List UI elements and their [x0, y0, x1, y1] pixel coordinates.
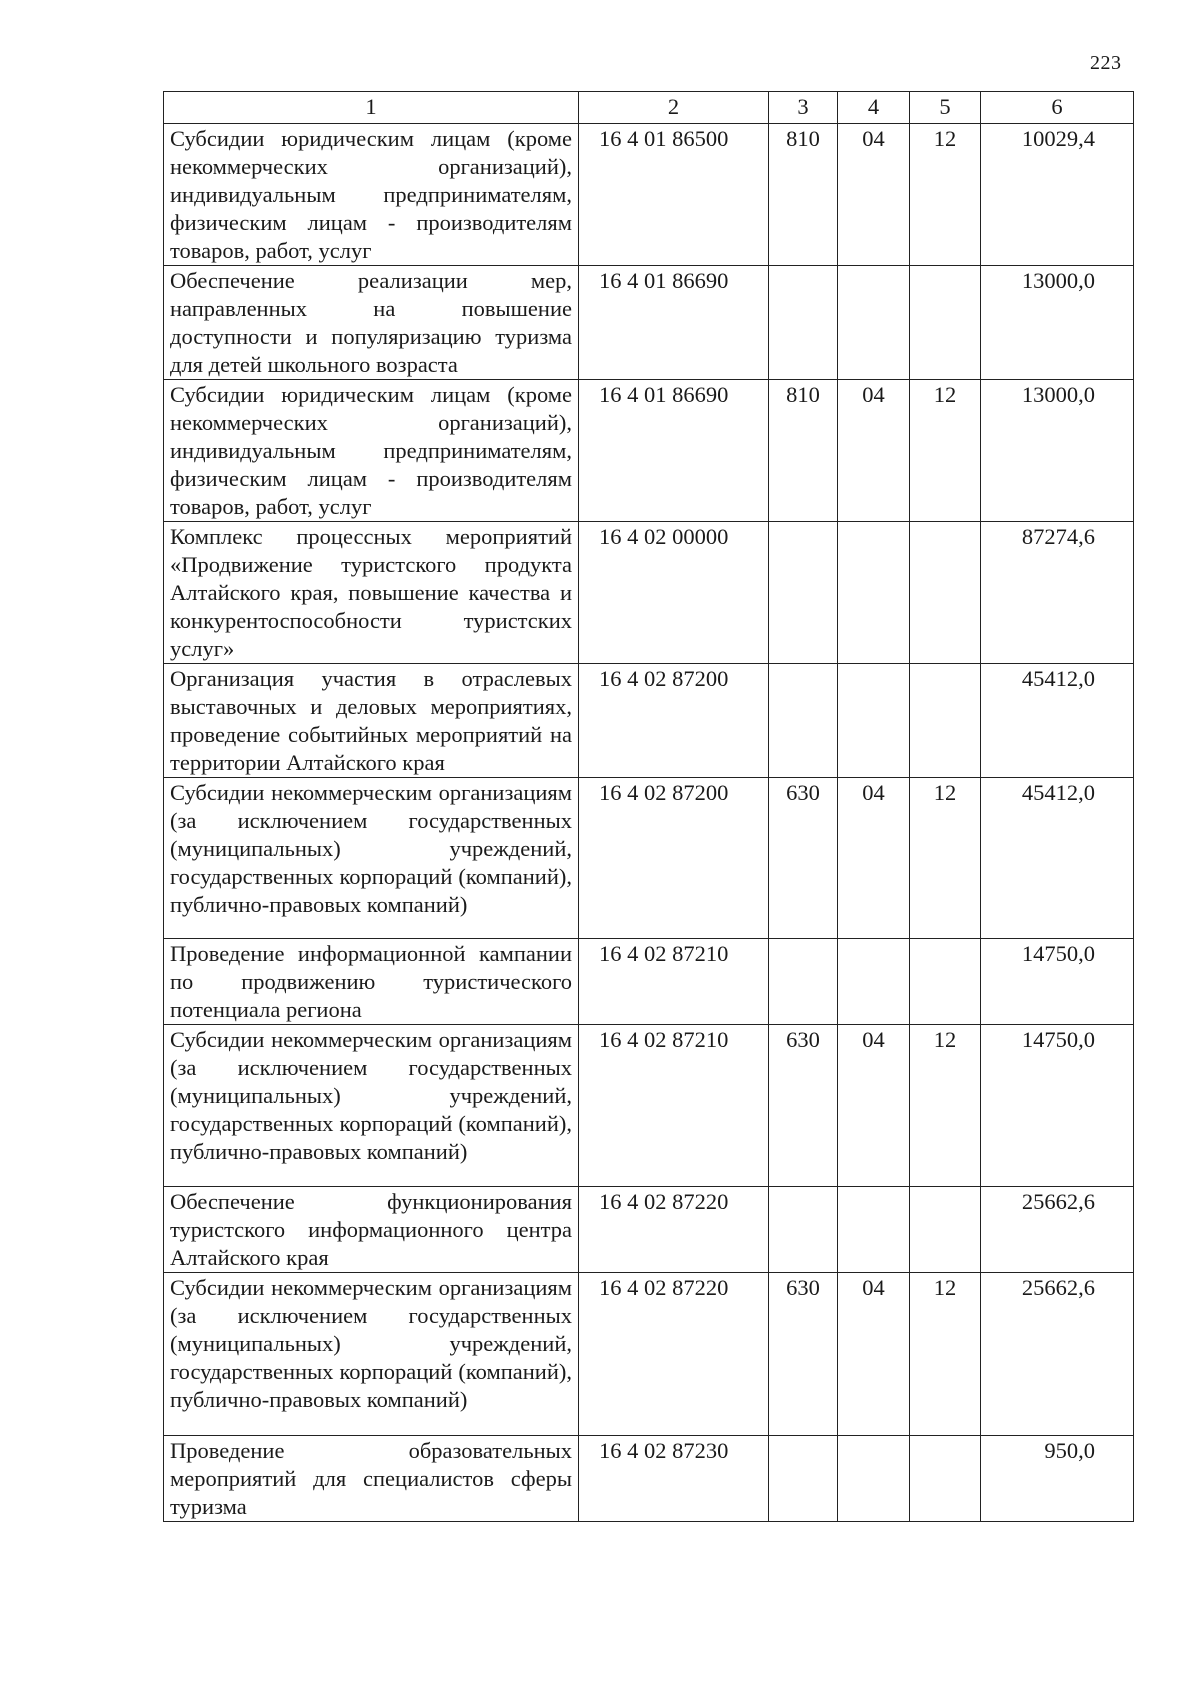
row-amount-cell: 13000,0 — [981, 380, 1134, 522]
row-section-cell: 04 — [838, 778, 910, 939]
row-subsection-cell — [910, 1187, 981, 1273]
row-section-cell: 04 — [838, 380, 910, 522]
row-amount-cell: 87274,6 — [981, 522, 1134, 664]
row-amount-cell: 45412,0 — [981, 664, 1134, 778]
table-row — [164, 124, 1134, 266]
row-amount-cell: 10029,4 — [981, 124, 1134, 266]
row-name-cell: Комплекс процессных мероприятий «Продвижение туристского продукта Алтайского края, повышение качества и конкурентоспособности туристских услуг» — [164, 522, 579, 664]
header-cell-5: 5 — [910, 92, 981, 124]
row-expense-type-cell — [769, 939, 838, 1025]
row-name-cell: Организация участия в отраслевых выставочных и деловых мероприятиях, проведение событийных мероприятий на территории Алтайского края — [164, 664, 579, 778]
table-row — [164, 664, 1134, 778]
row-subsection-cell: 12 — [910, 1025, 981, 1187]
row-subsection-cell — [910, 939, 981, 1025]
row-amount-cell: 25662,6 — [981, 1187, 1134, 1273]
row-subsection-cell — [910, 522, 981, 664]
header-cell-2: 2 — [579, 92, 769, 124]
row-expense-type-cell: 630 — [769, 1273, 838, 1436]
budget-table — [163, 91, 1134, 1522]
row-code-cell: 16 4 02 87200 — [579, 778, 769, 939]
table-header — [164, 92, 1134, 124]
table-row — [164, 1025, 1134, 1187]
header-cell-3: 3 — [769, 92, 838, 124]
table-row — [164, 1187, 1134, 1273]
header-cell-4: 4 — [838, 92, 910, 124]
row-section-cell: 04 — [838, 1273, 910, 1436]
row-name-cell: Субсидии некоммерческим организациям (за исключением государственных (муниципальных) учреждений, государственных корпораций (компаний), публично-правовых компаний) — [164, 1025, 579, 1187]
row-amount-cell: 14750,0 — [981, 1025, 1134, 1187]
row-name-cell: Субсидии юридическим лицам (кроме некоммерческих организаций), индивидуальным предпринимателям, физическим лицам - производителям товаров, работ, услуг — [164, 380, 579, 522]
row-name-cell: Проведение образовательных мероприятий для специалистов сферы туризма — [164, 1436, 579, 1522]
table-body — [164, 124, 1134, 1522]
row-expense-type-cell — [769, 522, 838, 664]
row-expense-type-cell: 810 — [769, 380, 838, 522]
row-subsection-cell: 12 — [910, 1273, 981, 1436]
row-expense-type-cell: 630 — [769, 778, 838, 939]
row-section-cell — [838, 522, 910, 664]
table-row — [164, 266, 1134, 380]
row-name-cell: Обеспечение реализации мер, направленных на повышение доступности и популяризацию туризма для детей школьного возраста — [164, 266, 579, 380]
row-amount-cell: 45412,0 — [981, 778, 1134, 939]
row-expense-type-cell — [769, 1436, 838, 1522]
table-row — [164, 778, 1134, 939]
table-row — [164, 380, 1134, 522]
row-expense-type-cell: 630 — [769, 1025, 838, 1187]
row-amount-cell: 950,0 — [981, 1436, 1134, 1522]
row-code-cell: 16 4 02 87220 — [579, 1273, 769, 1436]
row-name-cell: Субсидии юридическим лицам (кроме некоммерческих организаций), индивидуальным предпринимателям, физическим лицам - производителям товаров, работ, услуг — [164, 124, 579, 266]
row-expense-type-cell — [769, 1187, 838, 1273]
row-code-cell: 16 4 02 00000 — [579, 522, 769, 664]
row-section-cell — [838, 1436, 910, 1522]
row-name-cell: Субсидии некоммерческим организациям (за исключением государственных (муниципальных) учреждений, государственных корпораций (компаний), публично-правовых компаний) — [164, 1273, 579, 1436]
row-code-cell: 16 4 02 87200 — [579, 664, 769, 778]
row-name-cell: Проведение информационной кампании по продвижению туристического потенциала региона — [164, 939, 579, 1025]
row-code-cell: 16 4 01 86690 — [579, 380, 769, 522]
table-row — [164, 1273, 1134, 1436]
row-section-cell — [838, 266, 910, 380]
header-cell-6: 6 — [981, 92, 1134, 124]
row-expense-type-cell: 810 — [769, 124, 838, 266]
row-code-cell: 16 4 02 87210 — [579, 939, 769, 1025]
row-subsection-cell: 12 — [910, 380, 981, 522]
table-row — [164, 522, 1134, 664]
row-subsection-cell — [910, 1436, 981, 1522]
row-section-cell: 04 — [838, 1025, 910, 1187]
row-code-cell: 16 4 01 86690 — [579, 266, 769, 380]
header-cell-1: 1 — [164, 92, 579, 124]
row-section-cell — [838, 664, 910, 778]
row-subsection-cell — [910, 664, 981, 778]
page-number: 223 — [1090, 52, 1122, 74]
row-subsection-cell — [910, 266, 981, 380]
row-expense-type-cell — [769, 266, 838, 380]
row-amount-cell: 14750,0 — [981, 939, 1134, 1025]
row-section-cell — [838, 939, 910, 1025]
row-amount-cell: 25662,6 — [981, 1273, 1134, 1436]
row-name-cell: Обеспечение функционирования туристского информационного центра Алтайского края — [164, 1187, 579, 1273]
header-row — [164, 92, 1134, 124]
row-amount-cell: 13000,0 — [981, 266, 1134, 380]
row-code-cell: 16 4 02 87230 — [579, 1436, 769, 1522]
row-subsection-cell: 12 — [910, 124, 981, 266]
row-name-cell: Субсидии некоммерческим организациям (за исключением государственных (муниципальных) учреждений, государственных корпораций (компаний), публично-правовых компаний) — [164, 778, 579, 939]
row-code-cell: 16 4 02 87210 — [579, 1025, 769, 1187]
table-row — [164, 939, 1134, 1025]
table-row — [164, 1436, 1134, 1522]
row-section-cell: 04 — [838, 124, 910, 266]
row-code-cell: 16 4 01 86500 — [579, 124, 769, 266]
row-code-cell: 16 4 02 87220 — [579, 1187, 769, 1273]
row-expense-type-cell — [769, 664, 838, 778]
row-subsection-cell: 12 — [910, 778, 981, 939]
row-section-cell — [838, 1187, 910, 1273]
